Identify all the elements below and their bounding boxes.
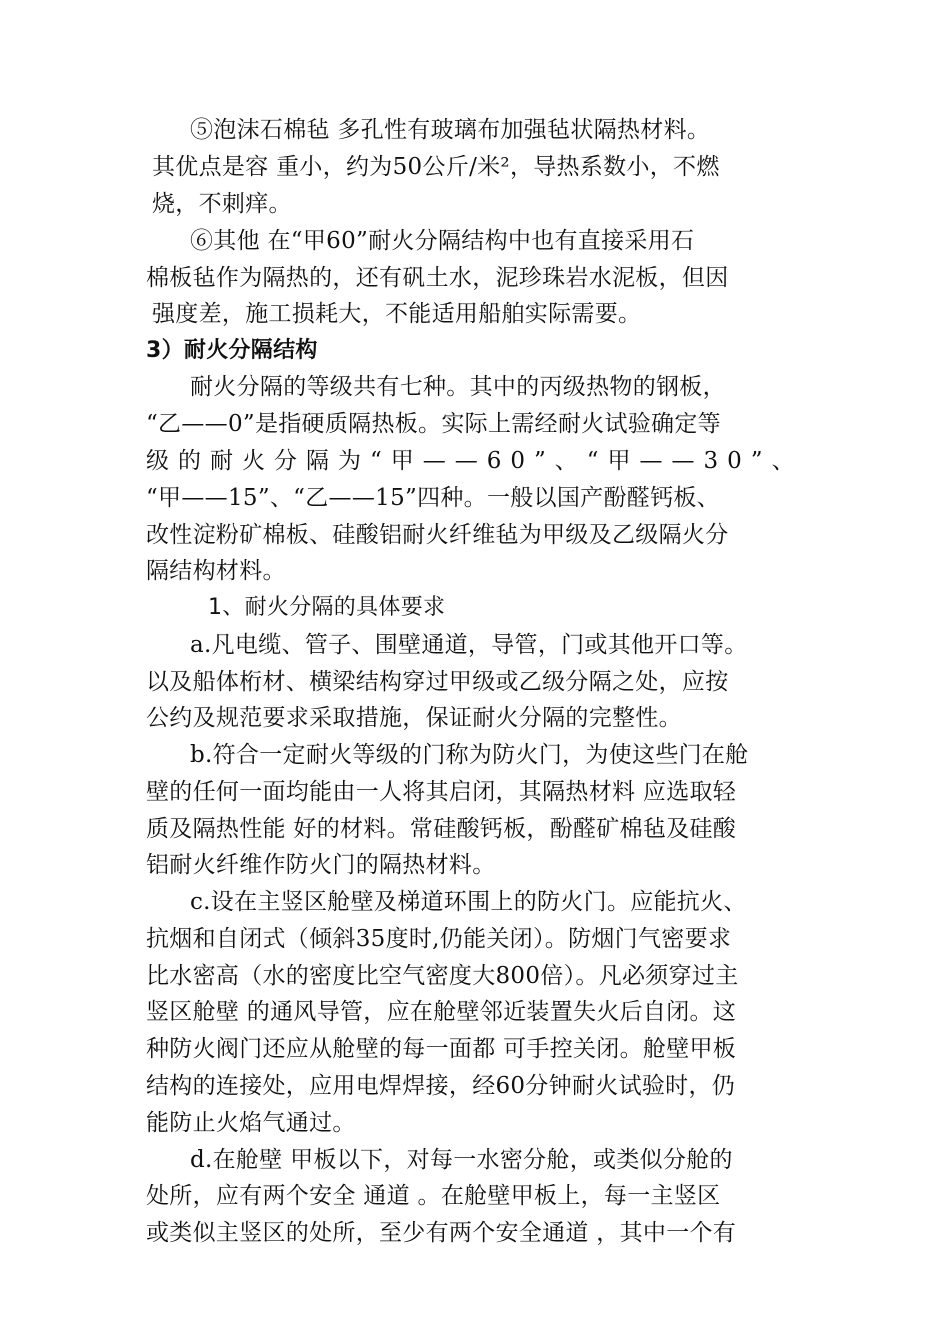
text-line: 级的耐火分隔为“甲——60”、“甲——30”、 — [146, 448, 804, 474]
text-line: 其优点是容 重小，约为50公斤/米²，导热系数小，不燃 — [152, 154, 720, 180]
section-heading: 3）耐火分隔结构 — [146, 338, 318, 363]
text-line: 改性淀粉矿棉板、硅酸铝耐火纤维毡为甲级及乙级隔火分 — [146, 522, 729, 548]
text-line: 结构的连接处，应用电焊焊接，经60分钟耐火试验时，仍 — [146, 1073, 736, 1099]
text-line: 强度差，施工损耗大，不能适用船舶实际需要。 — [152, 301, 642, 327]
text-line: 棉板毡作为隔热的，还有矾土水，泥珍珠岩水泥板，但因 — [146, 265, 729, 291]
text-line: 处所，应有两个安全 通道 。在舱壁甲板上，每一主竖区 — [146, 1183, 721, 1209]
text-line: ⑤泡沫石棉毡 多孔性有玻璃布加强毡状隔热材料。 — [190, 117, 711, 143]
subsection-heading: 1、耐火分隔的具体要求 — [208, 595, 446, 620]
text-line: c.设在主竖区舱壁及梯道环围上的防火门。应能抗火、 — [190, 889, 747, 915]
text-line: 隔结构材料。 — [146, 558, 286, 584]
text-line: 壁的任何一面均能由一人将其启闭，其隔热材料 应选取轻 — [146, 779, 737, 805]
text-line: 种防火阀门还应从舱壁的每一面都 可手控关闭。舱壁甲板 — [146, 1036, 737, 1062]
text-line: 以及船体桁材、横梁结构穿过甲级或乙级分隔之处，应按 — [146, 669, 729, 695]
text-line: d.在舱壁 甲板以下，对每一水密分舱，或类似分舱的 — [190, 1147, 733, 1173]
text-line: a.凡电缆、管子、围壁通道，导管，门或其他开口等。 — [190, 632, 748, 658]
text-line: 竖区舱壁 的通风导管，应在舱壁邻近装置失火后自闭。这 — [146, 999, 737, 1025]
text-line: 比水密高（水的密度比空气密度大800倍）。凡必须穿过主 — [146, 963, 739, 989]
text-line: 能防止火焰气通过。 — [146, 1110, 356, 1136]
text-line: 铝耐火纤维作防火门的隔热材料。 — [146, 852, 496, 878]
text-line: 公约及规范要求采取措施，保证耐火分隔的完整性。 — [146, 705, 682, 731]
text-line: 或类似主竖区的处所，至少有两个安全通道 ，其中一个有 — [146, 1220, 737, 1246]
text-line: “甲——15”、“乙——15”四种。一般以国产酚醛钙板、 — [146, 485, 720, 511]
text-line: 质及隔热性能 好的材料。常硅酸钙板，酚醛矿棉毡及硅酸 — [146, 816, 737, 842]
text-line: ⑥其他 在“甲60”耐火分隔结构中也有直接采用石 — [190, 228, 695, 254]
text-line: 耐火分隔的等级共有七种。其中的丙级热物的钢板， — [190, 374, 726, 400]
text-line: 抗烟和自闭式（倾斜35度时,仍能关闭）。防烟门气密要求 — [146, 926, 732, 952]
text-line: “乙——0”是指硬质隔热板。实际上需经耐火试验确定等 — [146, 411, 721, 437]
text-line: 烧，不刺痒。 — [152, 191, 292, 217]
text-line: b.符合一定耐火等级的门称为防火门，为使这些门在舱 — [190, 742, 749, 768]
